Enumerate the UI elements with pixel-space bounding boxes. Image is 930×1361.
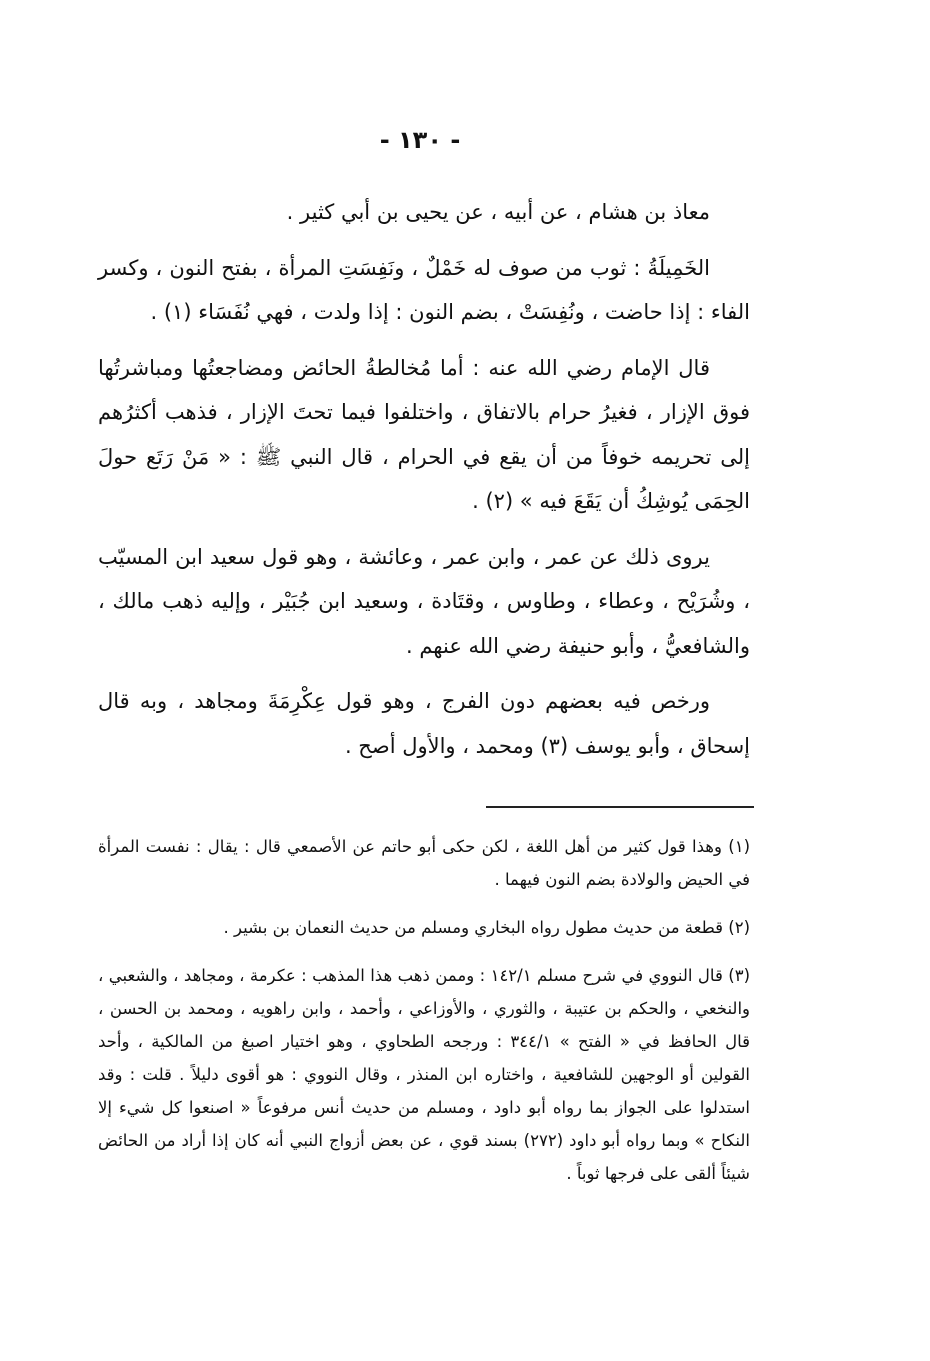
paragraph-definitions: الخَمِيلَةُ : ثوب من صوف له خَمْلٌ ، ونَفِسَتِ المرأة ، بفتح النون ، وكسر الفاء : إذا حاضت ، ونُفِسَتْ ، بضم النون : إذا ولدت ، فهي نُفَسَاء (١) . [98,255,750,324]
footnote-2: (٢) قطعة من حديث مطول رواه البخاري ومسلم من حديث النعمان بن بشير . [223,918,750,937]
paragraph-isnad: معاذ بن هشام ، عن أبيه ، عن يحيى بن أبي كثير . [286,200,710,224]
page-number: - ١٣٠ - [379,126,461,154]
footnotes [98,830,750,1205]
paragraph-narrators: يروى ذلك عن عمر ، وابن عمر ، وعائشة ، وهو قول سعيد ابن المسيّب ، وشُرَيْح ، وعطاء ، وطاوس ، وقتَادة ، وسعيد ابن جُبَيْر ، وإليه ذهب مالك ، والشافعيُّ ، وأبو حنيفة رضي الله عنهم . [98,544,750,658]
main-text [98,190,750,779]
paragraph-ruling: قال الإمام رضي الله عنه : أما مُخالطةُ الحائض ومضاجعتُها ومباشرتُها فوق الإزار ، فغيرُ حرام بالاتفاق ، واختلفوا فيما تحتَ الإزار ، فذهب أكثرُهم إلى تحريمه خوفاً من أن يقع في الحرام ، قال النبي ﷺ : « مَنْ رَتَع حولَ الحِمَى يُوشِكُ أن يَقَعَ فيه » (٢) . [98,355,750,513]
footnote-divider [486,806,754,808]
footnote-1: (١) وهذا قول كثير من أهل اللغة ، لكن حكى أبو حاتم عن الأصمعي قال : يقال : نفست المرأة في الحيض والولادة بضم النون فيهما . [98,837,750,889]
paragraph-dissent: ورخص فيه بعضهم دون الفرج ، وهو قول عِكْرِمَةَ ومجاهد ، وبه قال إسحاق ، وأبو يوسف (٣) ومحمد ، والأول أصح . [98,689,750,758]
footnote-3: (٣) قال النووي في شرح مسلم ١٤٢/١ : وممن ذهب هذا المذهب : عكرمة ، ومجاهد ، والشعبي ، والنخعي ، والحكم بن عتيبة ، والثوري ، والأوزاعي ، وأحمد ، وابن راهويه ، ومحمد بن الحسن ، قال الحافظ في « الفتح » ٣٤٤/١ : ورجحه الطحاوي ، وهو اختيار اصبغ من المالكية ، وأحد القولين أو الوجهين للشافعية ، واختاره ابن المنذر ، وقال النووي : هو أقوى دليلاً . قلت : وقد استدلوا على الجواز بما رواه أبو داود ، ومسلم من حديث أنس مرفوعاً « اصنعوا كل شيء إلا النكاح » وبما رواه أبو داود (٢٧٢) بسند قوي ، عن بعض أزواج النبي أنه كان إذا أراد من الحائض شيئاً ألقى على فرجها ثوباً . [98,966,751,1183]
